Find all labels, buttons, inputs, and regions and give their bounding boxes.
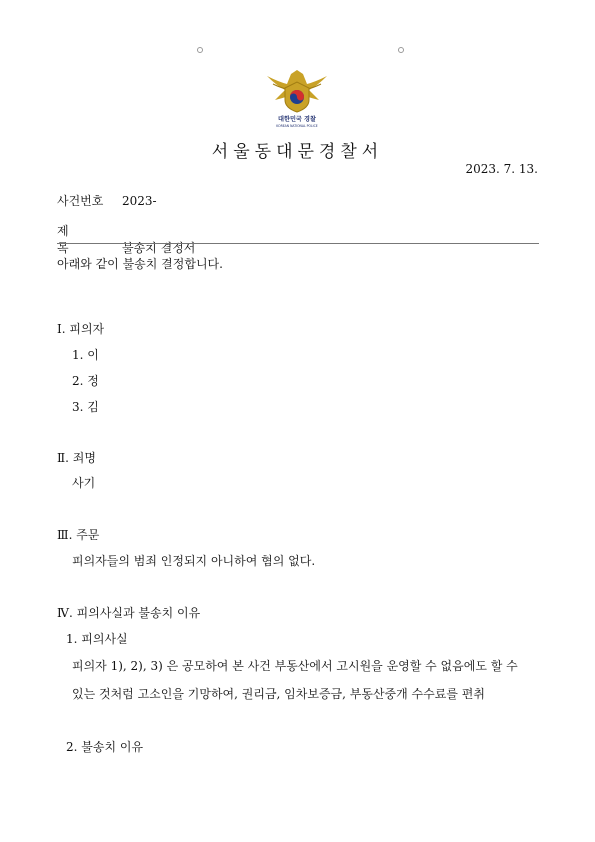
svg-text:대한민국 경찰: 대한민국 경찰: [277, 116, 317, 123]
facts-subheading: 1. 피의사실: [66, 632, 128, 646]
punch-mark-right: [398, 47, 404, 53]
svg-text:KOREAN NATIONAL POLICE: KOREAN NATIONAL POLICE: [276, 124, 318, 128]
case-number-label: 사건번호: [57, 194, 104, 208]
section-heading-disposition: Ⅲ. 주문: [57, 528, 100, 542]
subject-value: 불송치 결정서: [122, 241, 196, 255]
punch-mark-left: [197, 47, 203, 53]
case-number-row: [57, 192, 157, 209]
subject-label: 제 목: [57, 224, 91, 255]
header-divider: [57, 243, 539, 244]
charge-value: 사기: [72, 476, 96, 490]
agency-title: 서울동대문경찰서: [211, 142, 384, 162]
document-date: 2023. 7. 13.: [465, 162, 538, 176]
facts-line: 피의자 1), 2), 3) 은 공모하여 본 사건 부동산에서 고시원을 운영할 수 없음에도 할 수: [72, 659, 518, 673]
intro-text: 아래와 같이 불송치 결정합니다.: [57, 257, 223, 271]
police-emblem-logo: [263, 66, 331, 128]
suspect-item: 1. 이: [72, 348, 99, 362]
section-heading-facts: Ⅳ. 피의사실과 불송치 이유: [57, 606, 201, 620]
section-heading-suspects: Ⅰ. 피의자: [57, 322, 105, 336]
facts-line: 있는 것처럼 고소인을 기망하여, 권리금, 임차보증금, 부동산중개 수수료를 편취: [72, 687, 485, 701]
disposition-value: 피의자들의 범죄 인정되지 아니하여 혐의 없다.: [72, 554, 316, 568]
case-number-value: 2023-: [122, 194, 157, 208]
reason-subheading: 2. 불송치 이유: [66, 740, 144, 754]
section-heading-charge: Ⅱ. 죄명: [57, 451, 96, 465]
subject-row: [57, 222, 195, 256]
suspect-item: 2. 정: [72, 374, 99, 388]
suspect-item: 3. 김: [72, 400, 99, 414]
